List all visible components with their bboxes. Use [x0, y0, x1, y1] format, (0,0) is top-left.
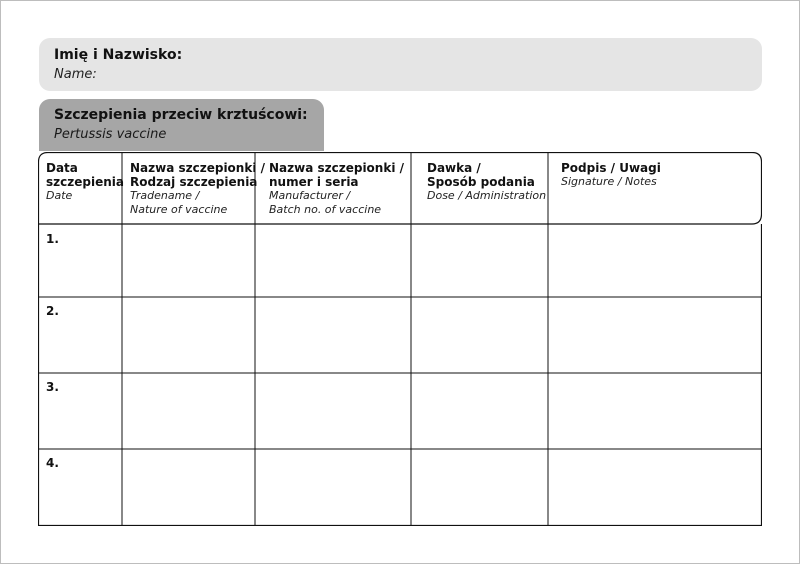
header-tradename-en1: Tradename /: [130, 189, 200, 202]
row-number-3: 3.: [46, 380, 59, 394]
header-signature: [561, 161, 661, 189]
name-field[interactable]: [39, 38, 762, 91]
header-tradename-pl1: Nazwa szczepionki /: [130, 161, 265, 175]
name-label: Imię i Nazwisko:: [54, 47, 183, 63]
header-dose: [427, 161, 546, 203]
vaccination-table: [38, 152, 762, 526]
header-tradename-pl2: Rodzaj szczepienia: [130, 175, 258, 189]
header-manufacturer-en1: Manufacturer /: [269, 189, 351, 202]
header-dose-pl2: Sposób podania: [427, 175, 535, 189]
header-date-en: Date: [46, 189, 73, 202]
header-manufacturer-en2: Batch no. of vaccine: [269, 203, 382, 216]
header-signature-en: Signature / Notes: [561, 175, 657, 188]
header-date-pl2: szczepienia: [46, 175, 124, 189]
row-number-2: 2.: [46, 304, 59, 318]
header-dose-en: Dose / Administration: [427, 189, 547, 202]
header-dose-pl1: Dawka /: [427, 161, 481, 175]
header-tradename-en2: Nature of vaccine: [130, 203, 228, 216]
name-label-en: Name:: [54, 67, 97, 82]
table-body-border: [39, 224, 762, 526]
header-manufacturer-pl1: Nazwa szczepionki /: [269, 161, 404, 175]
row-number-4: 4.: [46, 456, 59, 470]
header-signature-pl: Podpis / Uwagi: [561, 161, 661, 175]
vaccine-section-subtitle: Pertussis vaccine: [54, 127, 167, 142]
header-date-pl1: Data: [46, 161, 78, 175]
header-manufacturer: [269, 161, 404, 217]
vaccine-section-title: Szczepienia przeciw krztuścowi:: [54, 107, 308, 123]
vaccine-section-header: [39, 99, 324, 151]
header-date: [46, 161, 124, 203]
header-manufacturer-pl2: numer i seria: [269, 175, 359, 189]
row-number-1: 1.: [46, 232, 59, 246]
header-tradename: [130, 161, 265, 217]
